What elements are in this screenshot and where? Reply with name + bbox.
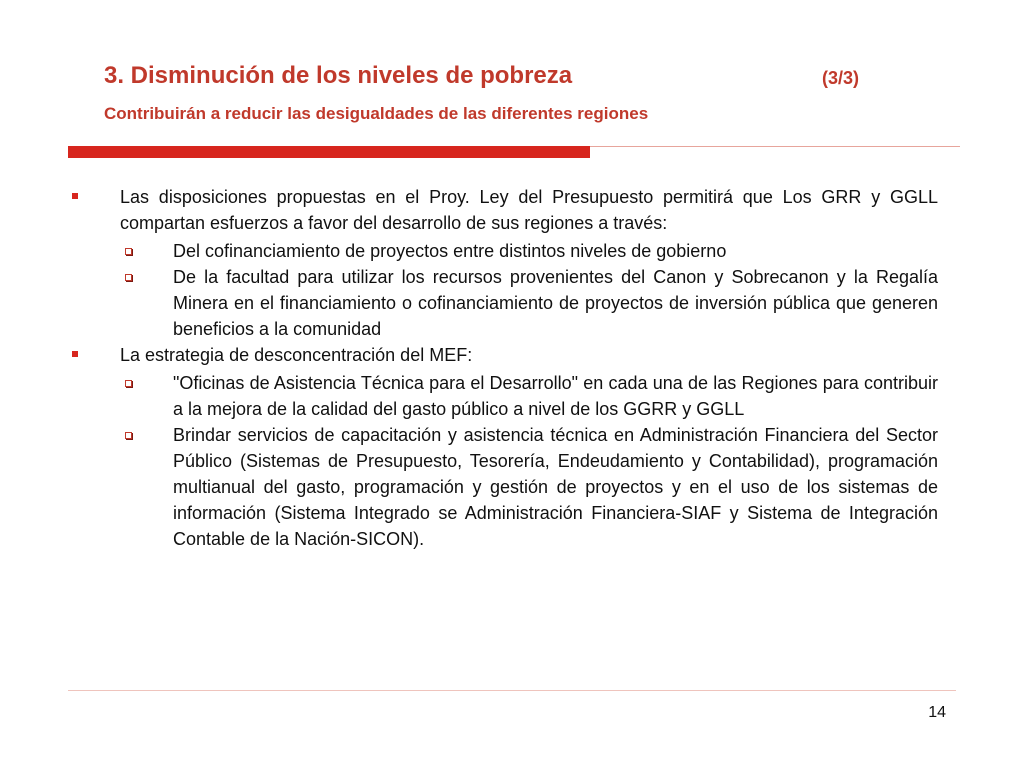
bullet-text: Las disposiciones propuestas en el Proy. Ley del Presupuesto permitirá que Los GRR y GGLL compartan esfuerzos a favor del desarrollo de sus regiones a través: — [120, 187, 938, 233]
sub-bullet-text: Brindar servicios de capacitación y asistencia técnica en Administración Financiera del Sector Público (Sistemas de Presupuesto, Tesorería, Endeudamiento y Contabilidad), programación multianual del gasto, programación y gestión de proyectos y en el uso de los sistemas de información (Sistema Integrado se Administración Financiera-SIAF y Sistema de Integración Contable de la Nación-SICON). — [173, 425, 938, 549]
hollow-square-bullet-icon — [120, 238, 173, 264]
sub-bullet-item — [120, 264, 938, 342]
footer-rule — [68, 690, 956, 691]
square-bullet-icon — [70, 342, 120, 368]
sub-bullet-text: De la facultad para utilizar los recursos provenientes del Canon y Sobrecanon y la Regalía Minera en el financiamiento o cofinanciamiento de proyectos de inversión pública que generen beneficios a la comunidad — [173, 267, 938, 339]
hollow-square-bullet-icon — [120, 422, 173, 552]
sub-bullet-item — [120, 238, 938, 264]
sub-bullet-text: "Oficinas de Asistencia Técnica para el Desarrollo" en cada una de las Regiones para contribuir a la mejora de la calidad del gasto público a nivel de los GGRR y GGLL — [173, 373, 938, 419]
square-bullet-icon — [70, 184, 120, 236]
hollow-square-bullet-icon — [120, 264, 173, 342]
slide-part-indicator: (3/3) — [822, 68, 860, 88]
title-line — [104, 62, 944, 100]
bullet-text: La estrategia de desconcentración del MEF: — [120, 345, 473, 365]
header-rule-thin — [590, 146, 960, 147]
slide-title: 3. Disminución de los niveles de pobreza — [104, 62, 573, 89]
sub-bullet-text: Del cofinanciamiento de proyectos entre distintos niveles de gobierno — [173, 241, 727, 261]
bullet-item — [70, 342, 938, 368]
sub-bullet-item — [120, 370, 938, 422]
slide-content — [70, 184, 938, 552]
sub-bullet-item — [120, 422, 938, 552]
slide-subtitle: Contribuirán a reducir las desigualdades de las diferentes regiones — [104, 104, 649, 123]
bullet-item — [70, 184, 938, 236]
page-number: 14 — [928, 704, 946, 721]
title-block — [104, 62, 944, 124]
hollow-square-bullet-icon — [120, 370, 173, 422]
header-rule-thick — [68, 146, 590, 158]
